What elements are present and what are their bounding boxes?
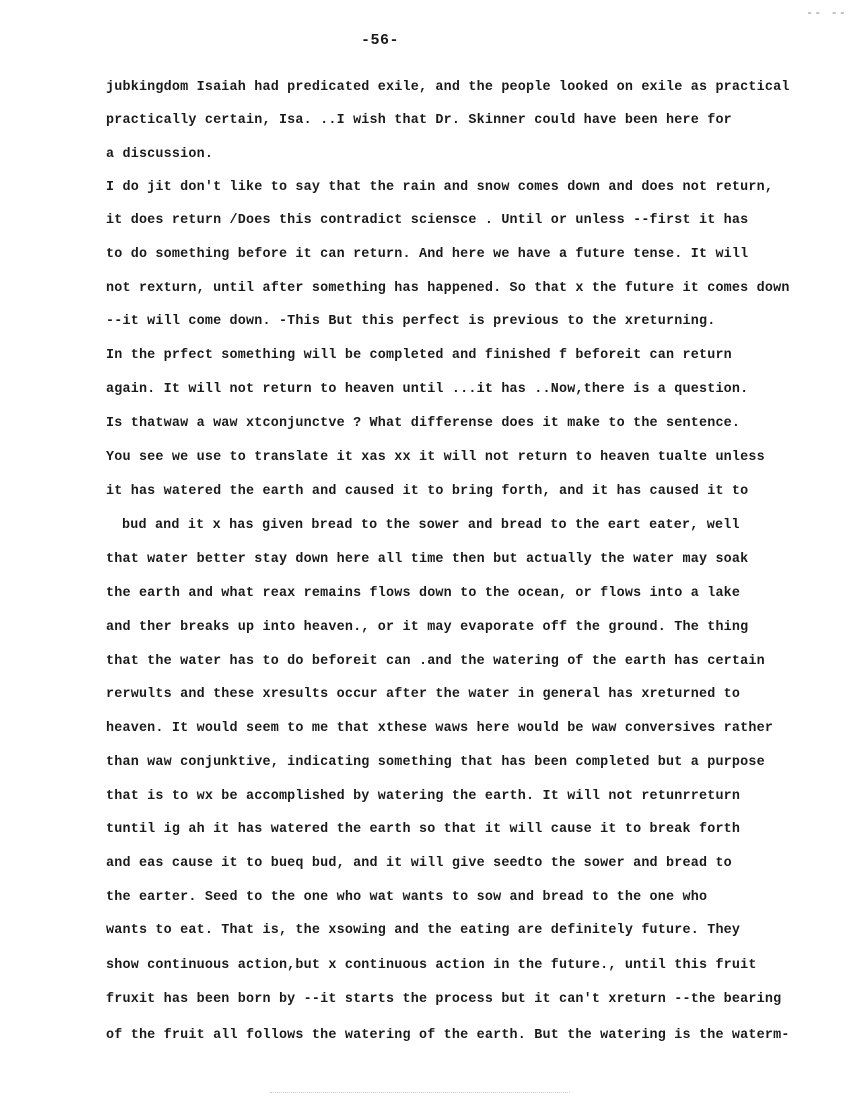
text-line: and ther breaks up into heaven., or it may evaporate off the ground. The thing: [106, 620, 749, 635]
text-line: show continuous action,but x continuous action in the future., until this fruit: [106, 958, 757, 973]
text-line: a discussion.: [106, 147, 214, 162]
text-line: again. It will not return to heaven until ...it has ..Now,there is a question.: [106, 382, 749, 397]
text-line: than waw conjunktive, indicating something that has been completed but a purpose: [106, 755, 765, 770]
text-line: bud and it x has given bread to the sower and bread to the eart eater, well: [122, 518, 740, 533]
text-line: to do something before it can return. And here we have a future tense. It will: [106, 247, 749, 262]
text-line: not rexturn, until after something has happened. So that x the future it comes down: [106, 281, 790, 296]
text-line: --it will come down. -This But this perfect is previous to the xreturning.: [106, 314, 716, 329]
corner-mark: -- --: [805, 6, 847, 20]
text-line: that water better stay down here all time then but actually the water may soak: [106, 552, 749, 567]
text-line: that is to wx be accomplished by watering the earth. It will not retunrreturn: [106, 789, 741, 804]
text-line: jubkingdom Isaiah had predicated exile, and the people looked on exile as practical: [106, 80, 790, 95]
text-line: the earth and what reax remains flows down to the ocean, or flows into a lake: [106, 586, 741, 601]
text-line: Is thatwaw a waw xtconjunctve ? What differense does it make to the sentence.: [106, 416, 741, 431]
page-number: -56-: [360, 32, 399, 49]
text-line: In the prfect something will be completed and finished f beforeit can return: [106, 348, 732, 363]
text-line: that the water has to do beforeit can .and the watering of the earth has certain: [106, 654, 765, 669]
text-line: it does return /Does this contradict sciensce . Until or unless --first it has: [106, 213, 749, 228]
text-line: tuntil ig ah it has watered the earth so that it will cause it to break forth: [106, 822, 741, 837]
text-line: the earter. Seed to the one who wat wants to sow and bread to the one who: [106, 890, 708, 905]
text-line: of the fruit all follows the watering of the earth. But the watering is the waterm-: [106, 1028, 790, 1043]
text-line: practically certain, Isa. ..I wish that Dr. Skinner could have been here for: [106, 113, 732, 128]
text-line: heaven. It would seem to me that xthese waws here would be waw conversives rather: [106, 721, 774, 736]
text-line: fruxit has been born by --it starts the process but it can't xreturn --the bearing: [106, 992, 782, 1007]
bleed-through-marks: [270, 1092, 570, 1097]
text-line: rerwults and these xresults occur after the water in general has xreturned to: [106, 687, 741, 702]
text-line: it has watered the earth and caused it to bring forth, and it has caused it to: [106, 484, 749, 499]
text-line: wants to eat. That is, the xsowing and the eating are definitely future. They: [106, 923, 741, 938]
text-line: and eas cause it to bueq bud, and it will give seedto the sower and bread to: [106, 856, 732, 871]
text-line: I do jit don't like to say that the rain and snow comes down and does not return,: [106, 180, 774, 195]
text-line: You see we use to translate it xas xx it will not return to heaven tualte unless: [106, 450, 765, 465]
